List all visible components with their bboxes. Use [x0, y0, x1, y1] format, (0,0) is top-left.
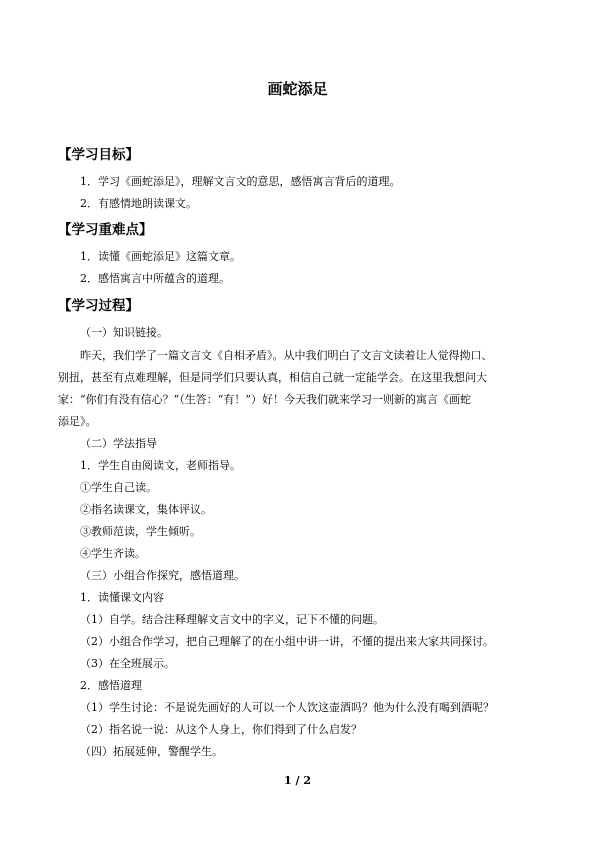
process-line: 昨天，我们学了一篇文言文《自相矛盾》。从中我们明白了文言文读着让人觉得拗口、 [80, 349, 493, 362]
page-title: 画蛇添足 [267, 80, 328, 98]
key-point-item: 1．读懂《画蛇添足》这篇文章。 [80, 250, 241, 263]
process-line: （四）拓展延伸，警醒学生。 [80, 745, 223, 758]
process-line: 家：“你们有没有信心？”（生答：“有！”）好！今天我们就来学习一则新的寓言《画蛇 [58, 393, 471, 406]
goal-item: 2．有感情地朗读课文。 [80, 197, 197, 210]
process-line: 添足》。 [58, 415, 97, 428]
section-heading-process: 【学习过程】 [58, 298, 139, 314]
process-line: ④学生齐读。 [80, 547, 146, 560]
section-heading-goals: 【学习目标】 [58, 147, 139, 163]
process-line: （2）指名说一说：从这个人身上，你们得到了什么启发？ [80, 723, 362, 736]
process-line: 2．感悟道理 [80, 679, 142, 692]
process-line: （一）知识链接。 [80, 326, 168, 339]
process-line: 1．读懂课文内容 [80, 591, 164, 604]
process-line: 别扭，甚至有点难理解，但是同学们只要认真，相信自己就一定能学会。在这里我想问大 [58, 371, 487, 384]
process-line: ①学生自己读。 [80, 481, 157, 494]
process-line: （二）学法指导 [80, 437, 157, 450]
page-number: 1 / 2 [284, 774, 311, 787]
process-line: ③教师范读，学生倾听。 [80, 525, 201, 538]
process-line: （1）自学。结合注释理解文言文中的字义，记下不懂的问题。 [80, 613, 384, 626]
process-line: （3）在全班展示。 [80, 657, 175, 670]
process-line: ②指名读课文，集体评议。 [80, 503, 212, 516]
process-line: （2）小组合作学习，把自己理解了的在小组中讲一讲，不懂的提出来大家共同探讨。 [80, 635, 494, 648]
section-heading-key-points: 【学习重难点】 [58, 222, 153, 238]
process-line: 1．学生自由阅读文，老师指导。 [80, 459, 241, 472]
goal-item: 1．学习《画蛇添足》，理解文言文的意思，感悟寓言背后的道理。 [80, 175, 401, 188]
process-line: （三）小组合作探究，感悟道理。 [80, 569, 245, 582]
process-line: （1）学生讨论：不是说先画好的人可以一个人饮这壶酒吗？他为什么没有喝到酒呢？ [80, 701, 494, 714]
key-point-item: 2．感悟寓言中所蕴含的道理。 [80, 272, 230, 285]
